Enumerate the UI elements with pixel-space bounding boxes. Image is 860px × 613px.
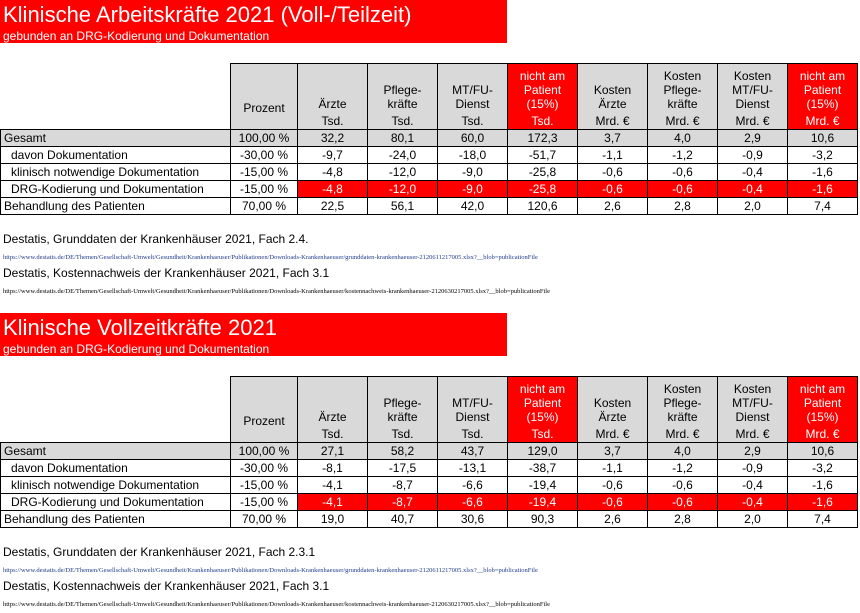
- table-row: [1, 477, 858, 494]
- table-row: [1, 147, 858, 164]
- value-cell: 2,0: [718, 511, 788, 528]
- value-cell: 10,6: [788, 130, 858, 147]
- value-cell: -4,8: [298, 164, 368, 181]
- header-cell: Pflege- kräfte Tsd.: [368, 377, 438, 443]
- section-title: Klinische Arbeitskräfte 2021 (Voll-/Teilzeit): [3, 2, 412, 27]
- value-cell: 27,1: [298, 443, 368, 460]
- value-cell: 7,4: [788, 511, 858, 528]
- header-cell: nicht am Patient (15%) Mrd. €: [788, 377, 858, 443]
- table-corner: [1, 377, 231, 443]
- value-cell: 43,7: [438, 443, 508, 460]
- value-cell: 56,1: [368, 198, 438, 215]
- value-cell: -38,7: [508, 460, 578, 477]
- percent-cell: 70,00 %: [231, 198, 298, 215]
- header-cell: Kosten MT/FU- Dienst Mrd. €: [718, 64, 788, 130]
- value-cell: -1,6: [788, 164, 858, 181]
- value-cell: -0,6: [578, 164, 648, 181]
- table-row: [1, 181, 858, 198]
- row-label: Gesamt: [1, 130, 231, 147]
- percent-cell: -15,00 %: [231, 477, 298, 494]
- value-cell: -9,0: [438, 181, 508, 198]
- value-cell: 10,6: [788, 443, 858, 460]
- value-cell: 2,9: [718, 443, 788, 460]
- table-row: [1, 460, 858, 477]
- value-cell: -9,0: [438, 164, 508, 181]
- value-cell: -1,2: [648, 147, 718, 164]
- value-cell: -24,0: [368, 147, 438, 164]
- section-subtitle: gebunden an DRG-Kodierung und Dokumentation: [3, 29, 270, 43]
- value-cell: -0,6: [578, 477, 648, 494]
- row-label: Behandlung des Patienten: [1, 198, 231, 215]
- header-cell: Kosten MT/FU- Dienst Mrd. €: [718, 377, 788, 443]
- value-cell: 2,6: [578, 511, 648, 528]
- table-row: [1, 511, 858, 528]
- value-cell: -18,0: [438, 147, 508, 164]
- value-cell: 60,0: [438, 130, 508, 147]
- value-cell: -25,8: [508, 164, 578, 181]
- table-row: [1, 494, 858, 511]
- value-cell: -3,2: [788, 460, 858, 477]
- percent-cell: 70,00 %: [231, 511, 298, 528]
- value-cell: 40,7: [368, 511, 438, 528]
- value-cell: 42,0: [438, 198, 508, 215]
- percent-cell: -15,00 %: [231, 494, 298, 511]
- percent-cell: -15,00 %: [231, 164, 298, 181]
- header-cell: nicht am Patient (15%) Tsd.: [508, 377, 578, 443]
- value-cell: 4,0: [648, 443, 718, 460]
- section-title: Klinische Vollzeitkräfte 2021: [3, 315, 277, 340]
- value-cell: -17,5: [368, 460, 438, 477]
- row-label: klinisch notwendige Dokumentation: [1, 164, 231, 181]
- value-cell: 120,6: [508, 198, 578, 215]
- value-cell: 129,0: [508, 443, 578, 460]
- source-note: Destatis, Kostennachweis der Krankenhäuser 2021, Fach 3.1: [3, 266, 330, 280]
- value-cell: 3,7: [578, 443, 648, 460]
- source-link[interactable]: https://www.destatis.de/DE/Themen/Gesellschaft-Umwelt/Gesundheit/Krankenhaeuser/Publikationen/Downloads-Krankenhaeuser/kostennachweis-krankenhaeuser-2120630217005.xlsx?__blob=publicationFile: [3, 288, 550, 295]
- value-cell: -12,0: [368, 181, 438, 198]
- value-cell: 2,0: [718, 198, 788, 215]
- value-cell: -4,1: [298, 477, 368, 494]
- value-cell: 32,2: [298, 130, 368, 147]
- header-cell: Kosten Pflege- kräfte Mrd. €: [648, 377, 718, 443]
- value-cell: -0,6: [648, 181, 718, 198]
- value-cell: -12,0: [368, 164, 438, 181]
- row-label: Gesamt: [1, 443, 231, 460]
- row-label: DRG-Kodierung und Dokumentation: [1, 494, 231, 511]
- value-cell: -51,7: [508, 147, 578, 164]
- value-cell: -0,4: [718, 477, 788, 494]
- value-cell: -8,1: [298, 460, 368, 477]
- value-cell: -0,6: [578, 494, 648, 511]
- header-cell: Ärzte Tsd.: [298, 64, 368, 130]
- table-row: [1, 443, 858, 460]
- value-cell: 80,1: [368, 130, 438, 147]
- value-cell: 2,6: [578, 198, 648, 215]
- value-cell: -0,6: [648, 477, 718, 494]
- header-cell: MT/FU- Dienst Tsd.: [438, 377, 508, 443]
- header-cell: Ärzte Tsd.: [298, 377, 368, 443]
- row-label: DRG-Kodierung und Dokumentation: [1, 181, 231, 198]
- source-link[interactable]: https://www.destatis.de/DE/Themen/Gesellschaft-Umwelt/Gesundheit/Krankenhaeuser/Publikationen/Downloads-Krankenhaeuser/grunddaten-krankenhaeuser-2120611217005.xlsx?__blob=publicationFile: [3, 567, 538, 574]
- value-cell: 90,3: [508, 511, 578, 528]
- value-cell: 22,5: [298, 198, 368, 215]
- value-cell: -1,2: [648, 460, 718, 477]
- value-cell: -4,8: [298, 181, 368, 198]
- value-cell: 172,3: [508, 130, 578, 147]
- source-link[interactable]: https://www.destatis.de/DE/Themen/Gesellschaft-Umwelt/Gesundheit/Krankenhaeuser/Publikationen/Downloads-Krankenhaeuser/kostennachweis-krankenhaeuser-2120630217005.xlsx?__blob=publicationFile: [3, 601, 550, 608]
- header-cell: Prozent: [231, 377, 298, 443]
- header-cell: Kosten Ärzte Mrd. €: [578, 377, 648, 443]
- table-row: [1, 164, 858, 181]
- percent-cell: -30,00 %: [231, 460, 298, 477]
- value-cell: -6,6: [438, 477, 508, 494]
- header-cell: Pflege- kräfte Tsd.: [368, 64, 438, 130]
- value-cell: 7,4: [788, 198, 858, 215]
- table-row: [1, 130, 858, 147]
- value-cell: -0,6: [578, 181, 648, 198]
- value-cell: -9,7: [298, 147, 368, 164]
- value-cell: 2,8: [648, 511, 718, 528]
- value-cell: 3,7: [578, 130, 648, 147]
- percent-cell: -30,00 %: [231, 147, 298, 164]
- row-label: Behandlung des Patienten: [1, 511, 231, 528]
- percent-cell: 100,00 %: [231, 130, 298, 147]
- value-cell: -1,1: [578, 147, 648, 164]
- value-cell: -0,4: [718, 494, 788, 511]
- value-cell: -3,2: [788, 147, 858, 164]
- value-cell: 19,0: [298, 511, 368, 528]
- value-cell: 30,6: [438, 511, 508, 528]
- value-cell: -0,4: [718, 181, 788, 198]
- section-banner: [0, 313, 507, 356]
- value-cell: -0,9: [718, 460, 788, 477]
- value-cell: -0,9: [718, 147, 788, 164]
- data-table: [0, 63, 858, 215]
- section-banner: [0, 0, 507, 43]
- value-cell: 58,2: [368, 443, 438, 460]
- value-cell: -8,7: [368, 494, 438, 511]
- value-cell: -19,4: [508, 494, 578, 511]
- source-note: Destatis, Kostennachweis der Krankenhäuser 2021, Fach 3.1: [3, 579, 330, 593]
- value-cell: -1,6: [788, 494, 858, 511]
- value-cell: -6,6: [438, 494, 508, 511]
- value-cell: -0,4: [718, 164, 788, 181]
- percent-cell: -15,00 %: [231, 181, 298, 198]
- value-cell: 4,0: [648, 130, 718, 147]
- row-label: klinisch notwendige Dokumentation: [1, 477, 231, 494]
- source-note: Destatis, Grunddaten der Krankenhäuser 2021, Fach 2.3.1: [3, 545, 316, 559]
- header-cell: MT/FU- Dienst Tsd.: [438, 64, 508, 130]
- value-cell: -8,7: [368, 477, 438, 494]
- value-cell: -1,6: [788, 181, 858, 198]
- row-label: davon Dokumentation: [1, 460, 231, 477]
- value-cell: 2,9: [718, 130, 788, 147]
- value-cell: -19,4: [508, 477, 578, 494]
- header-cell: Prozent: [231, 64, 298, 130]
- value-cell: -4,1: [298, 494, 368, 511]
- table-row: [1, 198, 858, 215]
- value-cell: -25,8: [508, 181, 578, 198]
- source-note: Destatis, Grunddaten der Krankenhäuser 2021, Fach 2.4.: [3, 232, 309, 246]
- header-cell: Kosten Ärzte Mrd. €: [578, 64, 648, 130]
- header-cell: nicht am Patient (15%) Mrd. €: [788, 64, 858, 130]
- value-cell: -0,6: [648, 164, 718, 181]
- source-link[interactable]: https://www.destatis.de/DE/Themen/Gesellschaft-Umwelt/Gesundheit/Krankenhaeuser/Publikationen/Downloads-Krankenhaeuser/grunddaten-krankenhaeuser-2120611217005.xlsx?__blob=publicationFile: [3, 254, 538, 261]
- data-table: [0, 376, 858, 528]
- value-cell: -1,1: [578, 460, 648, 477]
- table-corner: [1, 64, 231, 130]
- header-cell: nicht am Patient (15%) Tsd.: [508, 64, 578, 130]
- value-cell: -13,1: [438, 460, 508, 477]
- row-label: davon Dokumentation: [1, 147, 231, 164]
- value-cell: -0,6: [648, 494, 718, 511]
- value-cell: -1,6: [788, 477, 858, 494]
- percent-cell: 100,00 %: [231, 443, 298, 460]
- value-cell: 2,8: [648, 198, 718, 215]
- header-cell: Kosten Pflege- kräfte Mrd. €: [648, 64, 718, 130]
- section-subtitle: gebunden an DRG-Kodierung und Dokumentation: [3, 342, 270, 356]
